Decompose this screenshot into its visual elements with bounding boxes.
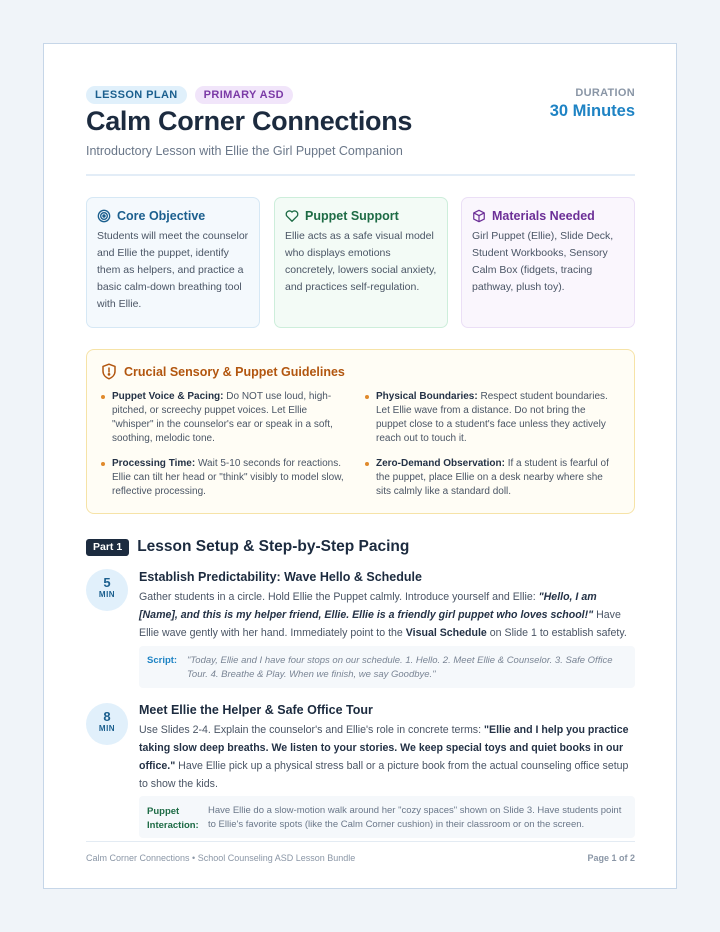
step-title: Establish Predictability: Wave Hello & Schedule: [139, 570, 422, 584]
materials-needed-card: [461, 197, 635, 328]
core-objective-card: [86, 197, 260, 328]
card-body: Students will meet the counselor and Ellie the puppet, identify them as helpers, and practice a basic calm-down breathing tool with Ellie.: [97, 230, 249, 310]
step-body: Gather students in a circle. Hold Ellie the Puppet calmly. Introduce yourself and Ellie: "Hello, I am [Name], and this is my helper friend, Ellie. Ellie is a friendly girl puppet who loves school!" Have Ellie wave gently with her hand. Immediately point to the Visual Schedule on Slide 1 to establish safety.: [139, 591, 627, 639]
guideline-item: Physical Boundaries: Respect student boundaries. Let Ellie wave from a distance. Do not bring the puppet close to a student's face unless they actively reach out to touch it.: [365, 390, 617, 446]
interaction-label: Puppet Interaction:: [147, 806, 199, 831]
footer-text: Calm Corner Connections • School Counseling ASD Lesson Bundle: [86, 853, 356, 863]
guidelines-header: [101, 363, 345, 380]
script-label: Script:: [147, 655, 178, 666]
duration-label: DURATION: [575, 87, 635, 99]
part-badge: Part 1: [86, 539, 129, 556]
box-icon: [472, 209, 486, 223]
tag-group: [86, 86, 293, 104]
script-text: "Today, Ellie and I have four stops on our schedule. 1. Hello. 2. Meet Ellie & Counselor. 3. Safe Office Tour. 4. Breathe & Play. When we finish, we say Goodbye.": [187, 655, 613, 680]
primary-asd-tag: PRIMARY ASD: [195, 86, 293, 104]
guidelines-title: Crucial Sensory & Puppet Guidelines: [124, 364, 345, 379]
page-number: Page 1 of 2: [587, 853, 635, 863]
heart-icon: [285, 209, 299, 223]
page-subtitle: Introductory Lesson with Ellie the Girl Puppet Companion: [86, 144, 403, 158]
card-title: Materials Needed: [492, 209, 595, 223]
step-body: Use Slides 2-4. Explain the counselor's and Ellie's role in concrete terms: "Ellie and I help you practice taking slow deep breaths. We listen to your stories. We keep special toys and quiet books in our office." Have Ellie pick up a physical stress ball or a picture book from the actual counseling office setup to show the kids.: [139, 724, 629, 790]
puppet-support-card: [274, 197, 448, 328]
card-header: [285, 209, 437, 223]
guideline-item: Processing Time: Wait 5-10 seconds for reactions. Ellie can tilt her head or "think" visibly to model slow, reflective processing.: [101, 457, 351, 499]
card-title: Core Objective: [117, 209, 206, 223]
footer-divider: [86, 841, 635, 842]
lesson-plan-tag: LESSON PLAN: [86, 86, 187, 104]
shield-alert-icon: [101, 363, 117, 380]
card-body: Ellie acts as a safe visual model who displays emotions concretely, lowers social anxiety, and practices self-regulation.: [285, 230, 437, 293]
target-icon: [97, 209, 111, 223]
card-title: Puppet Support: [305, 209, 399, 223]
header-divider: [86, 174, 635, 176]
part-header: [86, 538, 409, 556]
guideline-item: Puppet Voice & Pacing: Do NOT use loud, high-pitched, or screechy puppet voices. Let Ellie "whisper" in the counselor's ear or speak in a soft, soothing, melodic tone.: [101, 390, 351, 446]
page-title: Calm Corner Connections: [86, 106, 413, 136]
card-body: Girl Puppet (Ellie), Slide Deck, Student Workbooks, Sensory Calm Box (fidgets, tracing pathway, plush toy).: [472, 230, 614, 293]
guidelines-box: [86, 349, 635, 514]
duration-badge: 5 MIN: [86, 569, 128, 611]
script-box: [139, 646, 635, 688]
card-header: [472, 209, 624, 223]
card-header: [97, 209, 249, 223]
duration-badge: 8 MIN: [86, 703, 128, 745]
puppet-interaction-box: [139, 796, 635, 838]
interaction-text: Have Ellie do a slow-motion walk around her "cozy spaces" shown on Slide 3. Have students point to Ellie's favorite spots (like the Calm Corner cushion) in their classroom or on the screen.: [208, 805, 622, 830]
guideline-item: Zero-Demand Observation: If a student is fearful of the puppet, place Ellie on a desk nearby where she sits calmly like a standard doll.: [365, 457, 617, 499]
lesson-page: [43, 43, 677, 889]
duration-value: 30 Minutes: [549, 102, 635, 120]
part-title: Lesson Setup & Step-by-Step Pacing: [137, 538, 410, 555]
step-title: Meet Ellie the Helper & Safe Office Tour: [139, 703, 373, 717]
